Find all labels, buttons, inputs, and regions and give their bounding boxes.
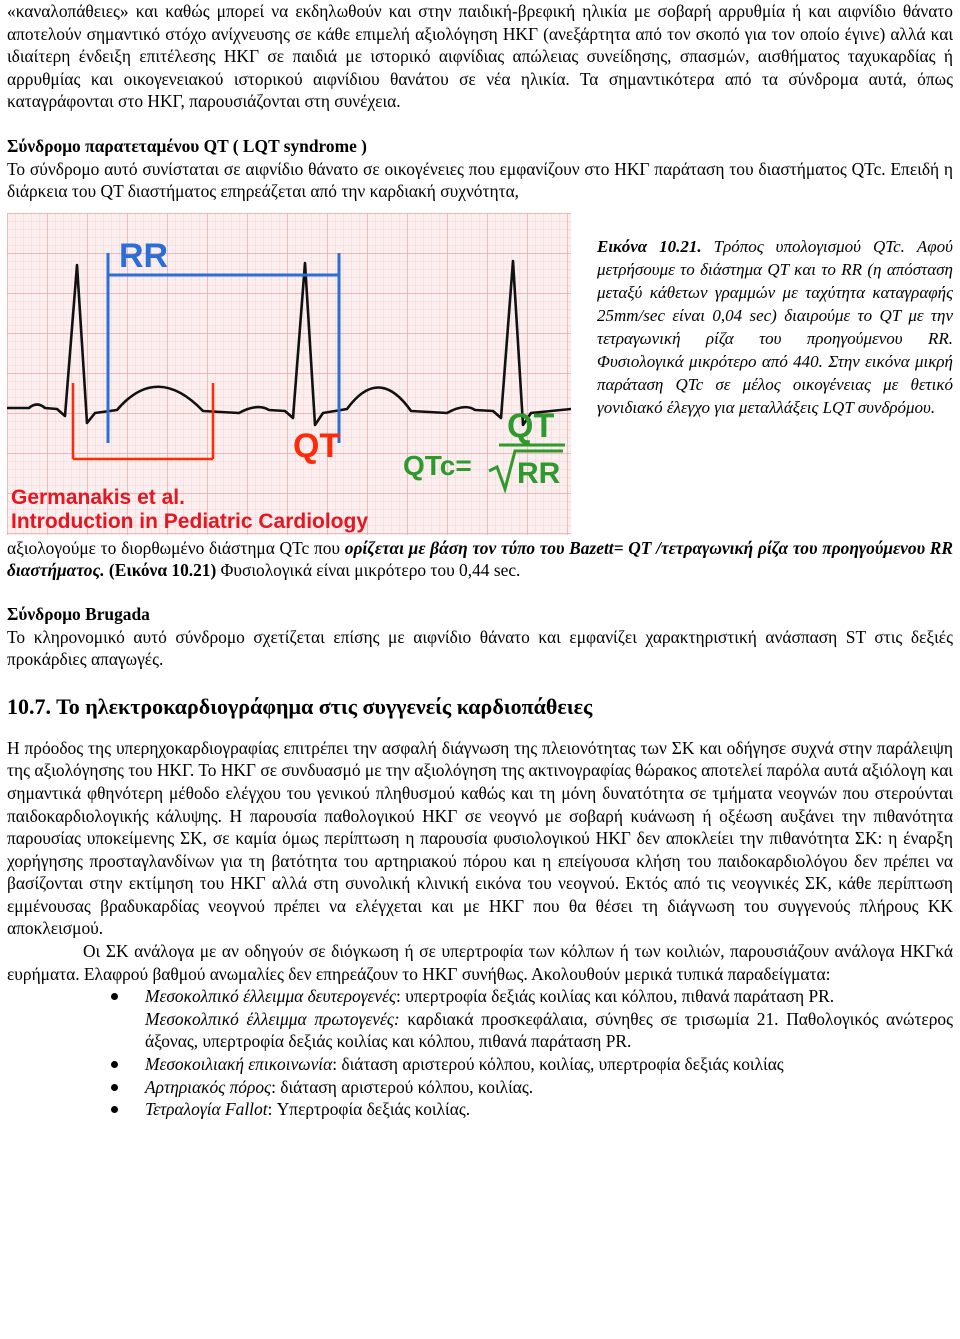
section-paragraph-1: Η πρόοδος της υπερηχοκαρδιογραφίας επιτρέπει την ασφαλή διάγνωση της πλειονότητας των ΣΚ και οδήγησε συχνά στην παράλειψη της αξιολόγησης του ΗΚΓ. Το ΗΚΓ σε συνδυασμό με την αξιολόγηση της ακτινογραφίας θώρακος αποτελεί παρόλα αυτά αξιόλογη και σημαντικά φθηνότερη μέθοδο ελέγχου του γενικού πληθυσμού καθώς και τη μόνη δυνατότητα σε τμήματα νεογνών που στερούνται παιδοκαρδιολογικής κάλυψης. Η παρουσία παθολογικού ΗΚΓ σε νεογνό με σοβαρή κυάνωση ή οξέωση αυξάνει την πιθανότητα παρουσίας υποκείμενης ΣΚ, σε καμία όμως περίπτωση η παρουσία φυσιολογικού ΗΚΓ δεν αποκλείει την πιθανότητα ΣΚ: η έναρξη χορήγησης προσταγλανδίνων για τη βατότητα του αρτηριακού πόρου και η επείγουσα κλήση του παιδοκαρδιολόγου δεν πρέπει να βασίζονται στην εκτίμηση του ΗΚΓ αλλά στη συνολική κλινική εικόνα του νεογνού. Εκτός από τις νεογνικές ΣΚ, κάθε περίπτωση εμμένουσας βραδυκαρδίας νεογνού πρέπει να ελέγχεται και με ΗΚΓ που θα θέσει τη διάγνωση του συγγενούς πλήρους ΚΚ αποκλεισμού. [7, 737, 953, 939]
qtc-label: QTc= [403, 449, 472, 481]
list-item [7, 1098, 953, 1121]
list-item [7, 1053, 953, 1076]
section-title: 10.7. Το ηλεκτροκαρδιογράφημα στις συγγενείς καρδιοπάθειες [7, 693, 593, 719]
figure-credit-authors: Germanakis et al. [11, 485, 185, 509]
bullet-icon [111, 1061, 118, 1068]
lqt-paragraph-1: Το σύνδρομο αυτό συνίσταται σε αιφνίδιο θάνατο σε οικογένειες που εμφανίζουν στο ΗΚΓ παράταση του διαστήματος QTc. Επειδή η διάρκεια του QT διαστήματος επηρεάζεται από την καρδιακή συχνότητα, [7, 158, 953, 202]
list-item [7, 985, 953, 1053]
section-paragraph-2: Οι ΣΚ ανάλογα με αν οδηγούν σε διόγκωση ή σε υπερτροφία των κόλπων ή των κοιλιών, παρουσιάζουν ανάλογα ΗΚΓκά ευρήματα. Ελαφρού βαθμού ανωμαλίες δεν επηρεάζουν το ΗΚΓ συνήθως. Ακολουθούν μερικά τυπικά παραδείγματα: [7, 941, 953, 984]
brugada-heading: Σύνδρομο Brugada [7, 603, 150, 624]
document-page [7, 0, 953, 1121]
lqt-p2-normal: αξιολογούμε το διορθωμένο διάστημα QTc που [7, 537, 345, 558]
figure-caption-text: Τρόπος υπολογισμού QTc. Αφού μετρήσουμε το διάστημα QT και το RR (η απόσταση μεταξύ κάθετων γραμμών με ταχύτητα καταγραφής 25mm/sec είναι 0,04 sec) διαιρούμε το QT με την τετραγωνική ρίζα του προηγούμενου RR. Φυσιολογικά μικρότερο από 440. Στην εικόνα μικρή παράταση QTc σε μέλος οικογένειας με θετικό γονιδιακό έλεγχο για μεταλλάξεις LQT συνδρόμου. [597, 236, 953, 417]
bullet-icon [111, 1084, 118, 1091]
formula-numerator: QT [507, 406, 555, 445]
examples-list [7, 985, 953, 1121]
formula-denominator: RR [517, 456, 561, 490]
figure-credit-title: Introduction in Pediatric Cardiology [11, 509, 369, 533]
list-item-term: Μεσοκολπικό έλλειμμα δευτερογενές [145, 986, 397, 1007]
lqt-heading: Σύνδρομο παρατεταμένου QT ( LQT syndrome ) [7, 135, 367, 156]
list-item [7, 1076, 953, 1099]
list-item-text: : διάταση αριστερού κόλπου, κοιλίας, υπερτροφία δεξιάς κοιλίας [332, 1054, 784, 1075]
list-item-text-2: καρδιακά προσκεφάλαια, σύνηθες σε τρισωμία 21. Παθολογικός ανώτερος άξονας, υπερτροφία δεξιάς κοιλίας και κόλπου, πιθανά παράταση PR. [145, 1008, 953, 1052]
lqt-paragraph-2 [7, 537, 953, 582]
rr-label: RR [119, 236, 169, 275]
list-item-text: : υπερτροφία δεξιάς κοιλίας και κόλπου, πιθανά παράταση PR. [396, 986, 835, 1007]
list-item-term: Τετραλογία Fallot [145, 1099, 268, 1120]
list-item-term: Αρτηριακός πόρος [145, 1076, 272, 1097]
qt-label: QT [293, 426, 341, 465]
list-item-continuation [145, 1008, 953, 1053]
list-item-term: Μεσοκοιλιακή επικοινωνία [145, 1054, 333, 1075]
intro-paragraph: «καναλοπάθειες» και καθώς μπορεί να εκδηλωθούν και στην παιδική-βρεφική ηλικία με σοβαρή αρρυθμία ή και αιφνίδιο θάνατο αποτελούν σημαντικό στόχο ανίχνευσης σε κάθε επιμελή αξιολόγηση ΗΚΓ (ανεξάρτητα από τον σκοπό για τον οποίο έγινε) αλλά και ιδιαίτερη ένδειξη επιτέλεσης ΗΚΓ σε παιδιά με ιστορικό αιφνίδιας απώλειας συνείδησης, σπασμών, αισθήματος ταχυκαρδίας ή αρρυθμίας και οικογενειακού ιστορικού αιφνίδιου θανάτου σε νέα ηλικία. Τα σημαντικότερα από τα σύνδρομα αυτά, όπως καταγράφονται στο ΗΚΓ, παρουσιάζονται στη συνέχεια. [7, 1, 953, 112]
ecg-figure [7, 213, 571, 535]
figure-caption-label: Εικόνα 10.21. [597, 236, 702, 256]
figure-caption [597, 235, 953, 419]
lqt-p2-formula: ορίζεται με βάση τον τύπο του Bazett= QT /τετραγωνική ρίζα του προηγούμενου RR διαστήματος. [7, 537, 953, 581]
bullet-icon [111, 993, 118, 1000]
figure-10-21 [7, 213, 953, 535]
lqt-p2-end: Φυσιολογικά είναι μικρότερο του 0,44 sec. [216, 560, 521, 581]
list-item-text: : Υπερτροφία δεξιάς κοιλίας. [267, 1099, 471, 1120]
brugada-paragraph: Το κληρονομικό αυτό σύνδρομο σχετίζεται επίσης με αιφνίδιο θάνατο και εμφανίζει χαρακτηριστική ανάσπαση ST στις δεξιές προκάρδιες απαγωγές. [7, 626, 953, 670]
list-item-term-2: Μεσοκολπικό έλλειμμα πρωτογενές: [145, 1008, 400, 1029]
list-item-text: : διάταση αριστερού κόλπου, κοιλίας. [271, 1076, 534, 1097]
bullet-icon [111, 1106, 118, 1113]
lqt-p2-figure-ref: (Εικόνα 10.21) [108, 560, 217, 581]
